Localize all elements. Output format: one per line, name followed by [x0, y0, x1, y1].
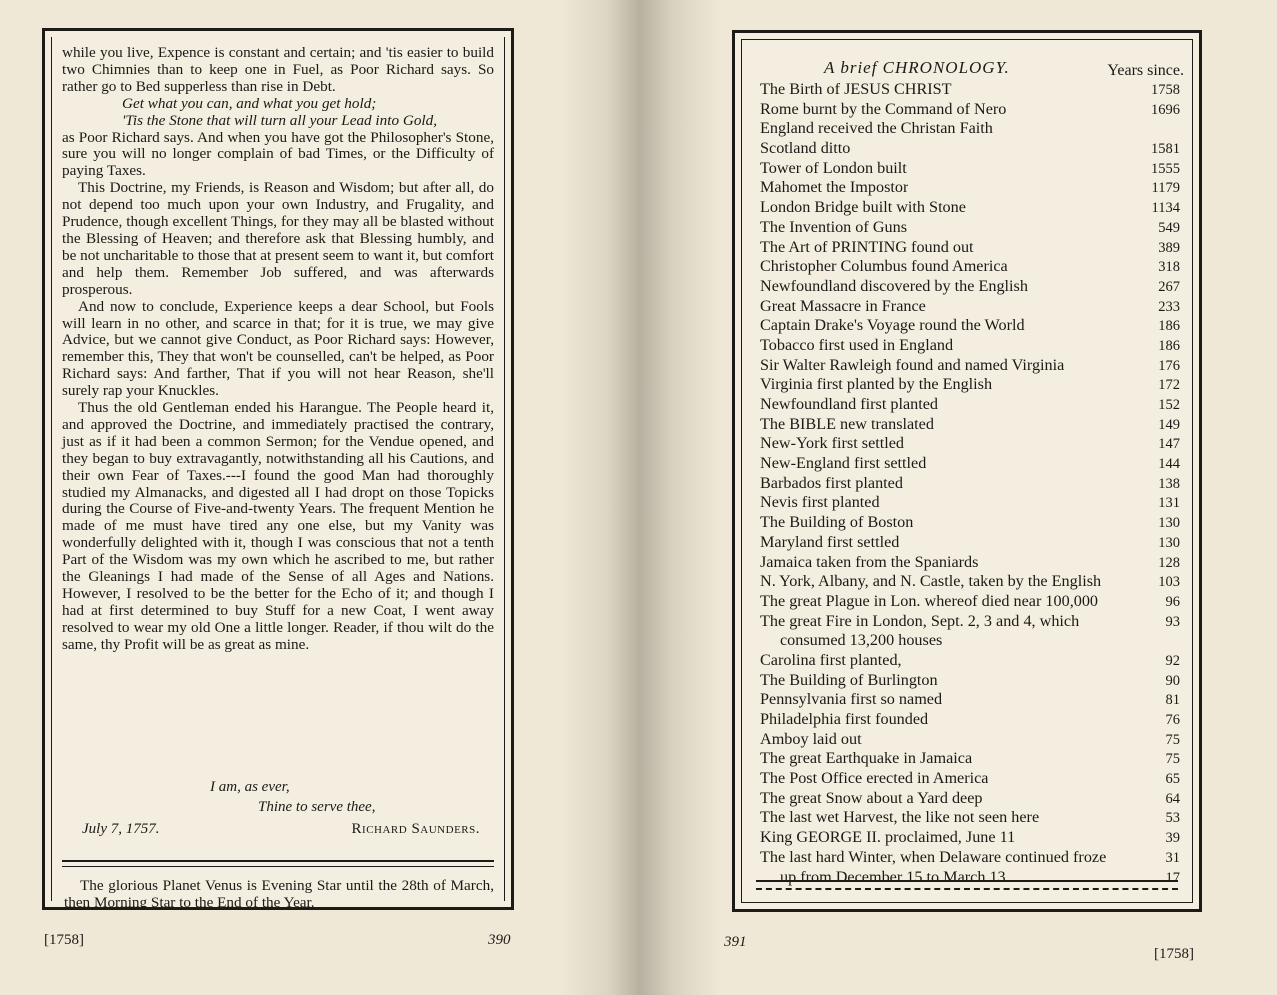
- chronology-row: [760, 159, 1180, 179]
- chronology-row: [760, 651, 1180, 671]
- chronology-event: Pennsylvania first so named: [760, 690, 943, 709]
- page-number-left: 390: [488, 932, 511, 948]
- folio-year-left: [1758]: [44, 932, 84, 948]
- chronology-event: Captain Drake's Voyage round the World: [760, 316, 1025, 335]
- chronology-event: Carolina first planted,: [760, 650, 902, 669]
- chronology-entries: [760, 80, 1180, 887]
- chronology-event: King GEORGE II. proclaimed, June 11: [760, 828, 1016, 847]
- chronology-row: [760, 690, 1180, 710]
- chronology-event: The last hard Winter, when Delaware continued froze: [760, 847, 1107, 866]
- chronology-event: Christopher Columbus found America: [760, 257, 1008, 276]
- right-page-inner-rule: [741, 39, 1193, 903]
- chronology-row: [760, 848, 1180, 868]
- chronology-event: The Building of Boston: [760, 513, 914, 532]
- chronology-years: 64: [1165, 790, 1180, 807]
- chronology-table: [760, 58, 1184, 887]
- chronology-event: Tobacco first used in England: [760, 335, 954, 354]
- chronology-row: [760, 828, 1180, 848]
- chronology-row: [760, 553, 1180, 573]
- chronology-event: Amboy laid out: [760, 729, 862, 748]
- chronology-years: 186: [1158, 318, 1180, 335]
- chronology-years: 93: [1165, 613, 1180, 630]
- bottom-ornament-rule: [756, 880, 1178, 890]
- chronology-row: [760, 749, 1180, 769]
- chronology-row: [760, 513, 1180, 533]
- chronology-years: 138: [1158, 475, 1180, 492]
- chronology-row: [760, 218, 1180, 238]
- chronology-years: 53: [1165, 810, 1180, 827]
- paragraph: while you live, Expence is constant and certain; and 'tis easier to build two Chimnies than to keep one in Fuel, as Poor Richard says. So rather go to Bed supperless than rise in Debt.: [62, 44, 494, 95]
- chronology-row: [760, 395, 1180, 415]
- chronology-event: The great Earthquake in Jamaica: [760, 749, 973, 768]
- chronology-years: 267: [1158, 278, 1180, 295]
- chronology-row: [760, 80, 1180, 100]
- chronology-event: up from December 15 to March 13: [780, 867, 1006, 886]
- chronology-row: [760, 356, 1180, 376]
- chronology-years: 1179: [1151, 180, 1180, 197]
- chronology-row: [760, 238, 1180, 258]
- chronology-years: 130: [1158, 515, 1180, 532]
- chronology-event: The Birth of JESUS CHRIST: [760, 80, 952, 98]
- chronology-row: [760, 474, 1180, 494]
- chronology-row: [760, 257, 1180, 277]
- chronology-row: [760, 119, 1180, 139]
- date-signature-row: [62, 821, 494, 838]
- chronology-years: 149: [1158, 416, 1180, 433]
- chronology-years: 549: [1158, 219, 1180, 236]
- chronology-years: 1555: [1151, 160, 1180, 177]
- chronology-event: Scotland ditto: [760, 139, 851, 158]
- chronology-header: [760, 58, 1184, 80]
- chronology-years: 92: [1165, 652, 1180, 669]
- chronology-event: The great Plague in Lon. whereof died near 100,000: [760, 591, 1099, 610]
- book-gutter-shadow: [560, 0, 720, 995]
- chronology-years: 90: [1165, 672, 1180, 689]
- chronology-row: [760, 316, 1180, 336]
- left-page-frame: [42, 28, 514, 910]
- verse-line: 'Tis the Stone that will turn all your Lead into Gold,: [122, 111, 438, 129]
- chronology-years: 76: [1165, 712, 1180, 728]
- chronology-years: 176: [1158, 357, 1180, 374]
- signature-name: Richard Saunders.: [351, 821, 480, 837]
- chronology-event: Virginia first planted by the English: [760, 375, 993, 394]
- chronology-event: The Building of Burlington: [760, 670, 938, 689]
- chronology-row: [760, 789, 1180, 809]
- chronology-years: 39: [1165, 830, 1180, 847]
- chronology-years: 186: [1158, 337, 1180, 354]
- chronology-title: A brief CHRONOLOGY.: [824, 58, 1010, 77]
- chronology-years: 65: [1165, 771, 1180, 788]
- chronology-event: The Invention of Guns: [760, 217, 908, 236]
- chronology-row: [760, 100, 1180, 120]
- chronology-row: [760, 493, 1180, 513]
- chronology-years: 130: [1158, 534, 1180, 551]
- chronology-years: 152: [1158, 397, 1180, 413]
- verse-line: Get what you can, and what you get hold;: [122, 94, 377, 112]
- chronology-row: [760, 612, 1180, 632]
- chronology-years: 318: [1158, 259, 1180, 276]
- chronology-event: The great Snow about a Yard deep: [760, 788, 983, 807]
- chronology-row: [760, 671, 1180, 691]
- chronology-row: [760, 198, 1180, 218]
- chronology-years: 389: [1158, 239, 1180, 256]
- chronology-years: 96: [1165, 593, 1180, 610]
- double-rule-divider: [62, 860, 494, 867]
- chronology-event: The Post Office erected in America: [760, 769, 989, 788]
- years-since-header: Years since.: [1107, 62, 1184, 79]
- chronology-years: 1581: [1151, 141, 1180, 158]
- chronology-years: 103: [1158, 574, 1180, 591]
- chronology-event: Mahomet the Impostor: [760, 178, 909, 197]
- chronology-years: 128: [1158, 554, 1180, 571]
- chronology-years: 1134: [1151, 200, 1180, 217]
- chronology-event: New-England first settled: [760, 454, 927, 473]
- signature-block: [62, 779, 494, 838]
- chronology-years: 1758: [1151, 82, 1180, 98]
- left-page-inner-rule: [51, 37, 505, 911]
- chronology-row: [760, 139, 1180, 159]
- chronology-event: Newfoundland discovered by the English: [760, 276, 1028, 295]
- chronology-row: [760, 297, 1180, 317]
- chronology-years: 81: [1165, 692, 1180, 709]
- chronology-event: Philadelphia first founded: [760, 710, 929, 728]
- chronology-event: Sir Walter Rawleigh found and named Virginia: [760, 355, 1065, 374]
- chronology-years: 172: [1158, 377, 1180, 394]
- chronology-event: The great Fire in London, Sept. 2, 3 and 4, which: [760, 611, 1080, 630]
- chronology-event: Barbados first planted: [760, 473, 903, 492]
- chronology-row: [760, 277, 1180, 297]
- chronology-event: N. York, Albany, and N. Castle, taken by the English: [760, 572, 1102, 591]
- closing-line: I am, as ever,: [210, 779, 290, 795]
- chronology-event: The last wet Harvest, the like not seen here: [760, 808, 1040, 827]
- paragraph: as Poor Richard says. And when you have got the Philosopher's Stone, sure you will no longer complain of bad Times, or the Difficulty of paying Taxes.: [62, 128, 494, 180]
- chronology-row: [760, 808, 1180, 828]
- chronology-event: London Bridge built with Stone: [760, 198, 966, 217]
- chronology-event: consumed 13,200 houses: [780, 631, 943, 650]
- chronology-years: 233: [1158, 298, 1180, 315]
- chronology-row: [760, 454, 1180, 474]
- chronology-event: Tower of London built: [760, 158, 907, 177]
- chronology-years: 75: [1165, 751, 1180, 768]
- chronology-row: [760, 178, 1180, 198]
- page-number-right: 391: [724, 934, 747, 950]
- chronology-years: 131: [1158, 495, 1180, 512]
- chronology-years: 147: [1158, 436, 1180, 453]
- chronology-row: [760, 769, 1180, 789]
- chronology-row: [760, 592, 1180, 612]
- chronology-row: [760, 710, 1180, 730]
- paragraph: And now to conclude, Experience keeps a dear School, but Fools will learn in no other, and scarce in that; for it is true, we may give Advice, but we cannot give Conduct, as Poor Richard says: However, remember this, They that won't be counselled, can't be helped, as Poor Richard says: And farther, That if you will not hear Reason, she'll surely rap your Knuckles.: [62, 297, 494, 400]
- chronology-event: Nevis first planted: [760, 493, 880, 512]
- chronology-event: Newfoundland first planted: [760, 395, 939, 413]
- chronology-event: Great Massacre in France: [760, 296, 926, 315]
- chronology-row: [760, 572, 1180, 592]
- chronology-event: New-York first settled: [760, 434, 905, 453]
- chronology-event: Rome burnt by the Command of Nero: [760, 99, 1007, 118]
- chronology-event: The Art of PRINTING found out: [760, 237, 974, 256]
- right-page-frame: [732, 30, 1202, 912]
- chronology-years: 1696: [1151, 101, 1180, 118]
- chronology-row: [760, 434, 1180, 454]
- chronology-row: [760, 533, 1180, 553]
- chronology-event: The BIBLE new translated: [760, 414, 934, 433]
- chronology-years: 31: [1165, 849, 1180, 866]
- chronology-row: [760, 415, 1180, 435]
- chronology-event: Maryland first settled: [760, 532, 900, 551]
- chronology-years: 17: [1165, 869, 1180, 886]
- chronology-years: 144: [1158, 456, 1180, 473]
- chronology-years: 75: [1165, 731, 1180, 748]
- chronology-event: England received the Christan Faith: [760, 119, 993, 138]
- left-page-body: [62, 45, 494, 654]
- chronology-row: [760, 730, 1180, 750]
- paragraph: Thus the old Gentleman ended his Harangue. The People heard it, and approved the Doctrine, and immediately practised the contrary, just as if it had been a common Sermon; for the Vendue opened, and they began to buy extravagantly, notwithstanding all his Cautions, and their own Fear of Taxes.---I found the good Man had thoroughly studied my Almanacks, and digested all I had dropt on those Topicks during the Course of Five-and-twenty Years. The frequent Mention he made of me must have tired any one else, but my Vanity was wonderfully delighted with it, though I was conscious that not a tenth Part of the Wisdom was my own which he ascribed to me, but rather the Gleanings I had made of the Sense of all Ages and Nations. However, I resolved to be the better for the Echo of it; and though I had at first determined to buy Stuff for a new Coat, I went away resolved to wear my old One a little longer. Reader, if thou wilt do the same, thy Profit will be as great as mine.: [62, 399, 494, 653]
- chronology-row: [760, 375, 1180, 395]
- paragraph: This Doctrine, my Friends, is Reason and Wisdom; but after all, do not depend too much upon your own Industry, and Frugality, and Prudence, though excellent Things, for they may all be blasted without the Blessing of Heaven; and therefore ask that Blessing humbly, and be not uncharitable to those that at present seem to want it, but comfort and help them. Remember Job suffered, and was afterwards prosperous.: [62, 179, 494, 298]
- venus-note: The glorious Planet Venus is Evening Star until the 28th of March, then Morning Star to the End of the Year.: [64, 877, 494, 911]
- chronology-row: [760, 336, 1180, 356]
- letter-date: July 7, 1757.: [82, 821, 160, 837]
- closing-line: Thine to serve thee,: [258, 799, 376, 815]
- folio-year-right: [1758]: [1154, 946, 1194, 962]
- chronology-row: [760, 631, 1180, 651]
- chronology-event: Jamaica taken from the Spaniards: [760, 552, 979, 571]
